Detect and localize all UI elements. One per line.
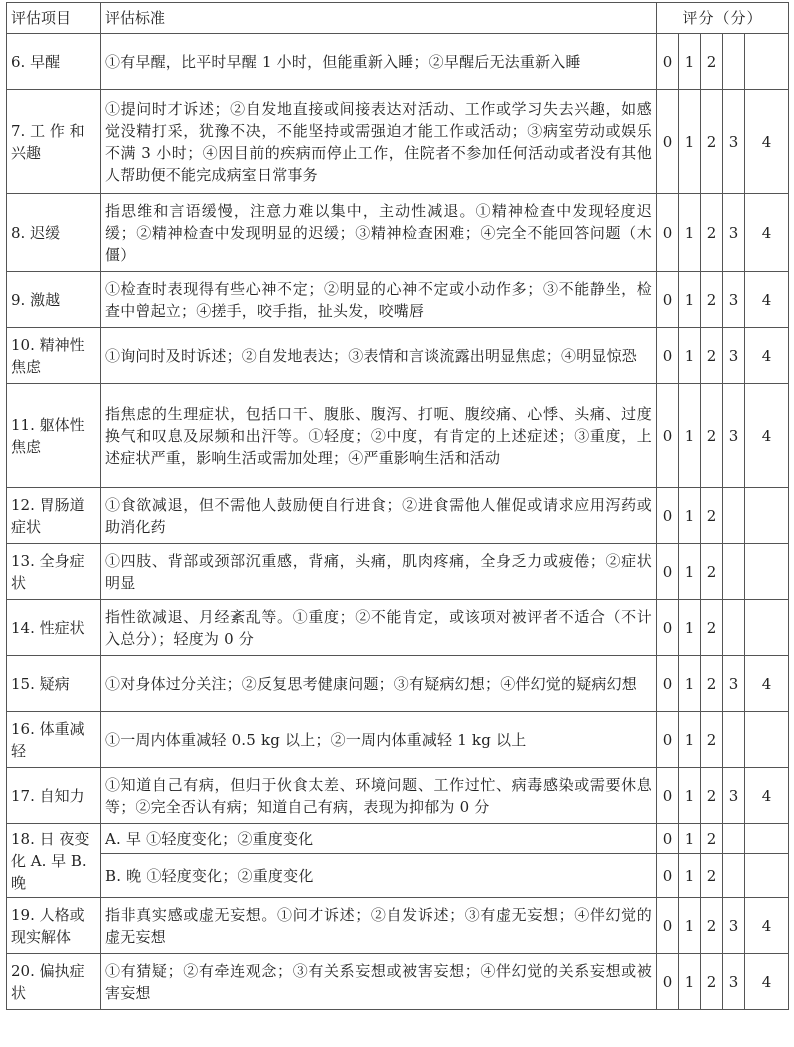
criteria-cell: B. 晚 ①轻度变化；②重度变化 [101,854,657,898]
score-cell: 1 [679,898,701,954]
score-cell: 4 [745,272,789,328]
item-cell: 16. 体重减轻 [7,712,101,768]
score-cell: 3 [723,656,745,712]
score-cell: 0 [657,488,679,544]
score-cell: 1 [679,34,701,90]
score-cell: 0 [657,954,679,1010]
score-cell: 3 [723,384,745,488]
score-cell: 1 [679,824,701,854]
table-row [7,712,789,768]
score-cell: 1 [679,954,701,1010]
score-cell: 4 [745,384,789,488]
criteria-cell: 指非真实感或虚无妄想。①问才诉述；②自发诉述；③有虚无妄想；④伴幻觉的虚无妄想 [101,898,657,954]
score-cell: 0 [657,272,679,328]
score-cell [745,34,789,90]
item-cell: 9. 激越 [7,272,101,328]
assessment-table [6,2,789,1010]
score-cell [723,824,745,854]
table-row [7,194,789,272]
score-cell: 4 [745,194,789,272]
header-row [7,3,789,34]
criteria-cell: ①食欲减退，但不需他人鼓励便自行进食；②进食需他人催促或请求应用泻药或助消化药 [101,488,657,544]
score-cell: 0 [657,384,679,488]
score-cell: 1 [679,656,701,712]
table-row [7,272,789,328]
criteria-cell: ①有猜疑；②有牵连观念；③有关系妄想或被害妄想；④伴幻觉的关系妄想或被害妄想 [101,954,657,1010]
score-cell [723,544,745,600]
score-cell: 2 [701,954,723,1010]
score-cell: 0 [657,544,679,600]
score-cell [745,488,789,544]
score-cell: 2 [701,272,723,328]
table-row [7,656,789,712]
score-cell: 3 [723,90,745,194]
header-score: 评分（分） [657,3,789,34]
score-cell: 1 [679,194,701,272]
score-cell: 3 [723,898,745,954]
table-row [7,90,789,194]
item-cell: 17. 自知力 [7,768,101,824]
item-cell: 15. 疑病 [7,656,101,712]
score-cell: 1 [679,488,701,544]
item-cell: 14. 性症状 [7,600,101,656]
score-cell: 0 [657,824,679,854]
score-cell: 2 [701,656,723,712]
score-cell: 3 [723,768,745,824]
score-cell: 1 [679,600,701,656]
score-cell: 0 [657,854,679,898]
item-cell: 12. 胃肠道症状 [7,488,101,544]
criteria-cell: ①有早醒，比平时早醒 1 小时，但能重新入睡；②早醒后无法重新入睡 [101,34,657,90]
score-cell: 2 [701,854,723,898]
score-cell: 3 [723,328,745,384]
table-row [7,384,789,488]
score-cell: 2 [701,544,723,600]
table-row [7,824,789,854]
score-cell: 0 [657,34,679,90]
score-cell [745,544,789,600]
score-cell [723,712,745,768]
score-cell: 1 [679,384,701,488]
table-row [7,488,789,544]
score-cell: 4 [745,656,789,712]
score-cell: 4 [745,328,789,384]
criteria-cell: ①四肢、背部或颈部沉重感，背痛，头痛，肌肉疼痛，全身乏力或疲倦；②症状明显 [101,544,657,600]
score-cell: 2 [701,768,723,824]
score-cell: 0 [657,712,679,768]
score-cell: 0 [657,90,679,194]
criteria-cell: 指焦虑的生理症状，包括口干、腹胀、腹泻、打呃、腹绞痛、心悸、头痛、过度换气和叹息及尿频和出汗等。①轻度；②中度，有肯定的上述症述；③重度，上述症状严重，影响生活或需加处理；④严重影响生活和活动 [101,384,657,488]
score-cell [723,854,745,898]
score-cell: 3 [723,954,745,1010]
score-cell [723,488,745,544]
score-cell: 2 [701,194,723,272]
criteria-cell: ①知道自己有病，但归于伙食太差、环境问题、工作过忙、病毒感染或需要休息等；②完全否认有病；知道自己有病，表现为抑郁为 0 分 [101,768,657,824]
criteria-cell: ①提问时才诉述；②自发地直接或间接表达对活动、工作或学习失去兴趣，如感觉没精打采，犹豫不决，不能坚持或需强迫才能工作或活动；③病室劳动或娱乐不满 3 小时；④因目前的疾病而停止工作，住院者不参加任何活动或者没有其他人帮助便不能完成病室日常事务 [101,90,657,194]
score-cell: 0 [657,656,679,712]
score-cell: 2 [701,328,723,384]
score-cell: 0 [657,768,679,824]
score-cell: 2 [701,90,723,194]
score-cell: 0 [657,328,679,384]
table-row [7,34,789,90]
item-cell: 19. 人格或现实解体 [7,898,101,954]
header-criteria: 评估标准 [101,3,657,34]
score-cell [723,600,745,656]
score-cell: 0 [657,898,679,954]
item-cell: 11. 躯体性焦虑 [7,384,101,488]
score-cell [723,34,745,90]
score-cell [745,824,789,854]
score-cell: 0 [657,194,679,272]
criteria-cell: ①一周内体重减轻 0.5 kg 以上；②一周内体重减轻 1 kg 以上 [101,712,657,768]
score-cell: 4 [745,954,789,1010]
header-item: 评估项目 [7,3,101,34]
table-row [7,328,789,384]
score-cell: 2 [701,712,723,768]
score-cell [745,712,789,768]
item-cell: 20. 偏执症状 [7,954,101,1010]
criteria-cell: A. 早 ①轻度变化；②重度变化 [101,824,657,854]
score-cell [745,600,789,656]
score-cell: 2 [701,600,723,656]
table-row [7,544,789,600]
score-cell: 1 [679,90,701,194]
score-cell: 3 [723,194,745,272]
score-cell: 1 [679,768,701,824]
criteria-cell: ①询问时及时诉述；②自发地表达；③表情和言谈流露出明显焦虑；④明显惊恐 [101,328,657,384]
score-cell: 4 [745,90,789,194]
score-cell: 3 [723,272,745,328]
item-cell: 8. 迟缓 [7,194,101,272]
table-row [7,954,789,1010]
item-cell: 7. 工 作 和兴趣 [7,90,101,194]
item-cell: 6. 早醒 [7,34,101,90]
score-cell: 2 [701,824,723,854]
table-row [7,898,789,954]
score-cell: 1 [679,712,701,768]
score-cell: 1 [679,328,701,384]
score-cell: 1 [679,272,701,328]
score-cell: 2 [701,34,723,90]
item-cell: 10. 精神性焦虑 [7,328,101,384]
criteria-cell: 指性欲减退、月经紊乱等。①重度；②不能肯定，或该项对被评者不适合（不计入总分）；轻度为 0 分 [101,600,657,656]
table-row [7,768,789,824]
score-cell: 1 [679,854,701,898]
table-row [7,600,789,656]
score-cell [745,854,789,898]
score-cell: 2 [701,898,723,954]
item-cell: 18. 日 夜变化 A. 早 B. 晚 [7,824,101,898]
score-cell: 2 [701,384,723,488]
score-cell: 0 [657,600,679,656]
score-cell: 4 [745,898,789,954]
item-cell: 13. 全身症状 [7,544,101,600]
score-cell: 2 [701,488,723,544]
score-cell: 4 [745,768,789,824]
criteria-cell: ①检查时表现得有些心神不定；②明显的心神不定或小动作多；③不能静坐，检查中曾起立；④搓手，咬手指，扯头发，咬嘴唇 [101,272,657,328]
score-cell: 1 [679,544,701,600]
criteria-cell: ①对身体过分关注；②反复思考健康问题；③有疑病幻想；④伴幻觉的疑病幻想 [101,656,657,712]
table-row [7,854,789,898]
criteria-cell: 指思维和言语缓慢，注意力难以集中，主动性减退。①精神检查中发现轻度迟缓；②精神检查中发现明显的迟缓；③精神检查困难；④完全不能回答问题（木僵） [101,194,657,272]
